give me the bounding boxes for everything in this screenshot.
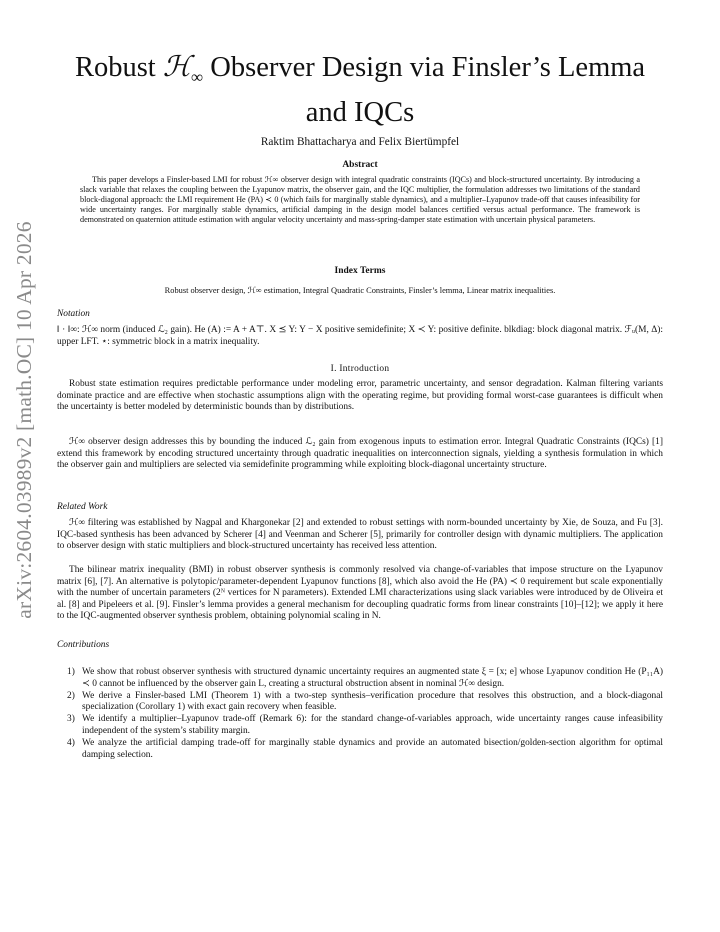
abstract-heading: Abstract [342, 160, 378, 170]
index-terms-text: Robust observer design, ℋ∞ estimation, Integral Quadratic Constraints, Finsler’s lemma, Linear matrix inequalities. [164, 286, 556, 295]
notation-text: ‖ · ‖∞: ℋ∞ norm (induced ℒ₂ gain). He (A) := A + A⊤. X ⪯ Y: Y − X positive semidefinite; X ≺ Y: positive definite. blkdiag: block diagonal matrix. ℱᵤ(M, Δ): upper LFT. ⋆: symmetric block in a matrix inequality. [57, 325, 663, 347]
contribution-number: 4) [67, 738, 75, 749]
related-work-paragraph-1: ℋ∞ filtering was established by Nagpal and Khargonekar [2] and extended to robust settings with norm-bounded uncertainty by Xie, de Souza, and Fu [3]. IQC-based synthesis has been advanced by Scherer [4] and Veenman and Scherer [5], primarily for controller design with dynamic multipliers. The application to observer design with static multipliers and block-structured uncertainty has received less attention. [57, 518, 663, 552]
contribution-number: 3) [67, 714, 75, 725]
title-h-sub: ∞ [191, 67, 204, 87]
contribution-number: 2) [67, 690, 75, 701]
contribution-text: We derive a Finsler-based LMI (Theorem 1) with a two-step synthesis–verification procedure that resolves this obstruction, and a block-diagonal specialization (Corollary 1) with exact gain recovery when feasible. [82, 690, 663, 713]
title-post: Observer Design via Finsler’s Lemma [203, 52, 646, 83]
intro-paragraph-2: ℋ∞ observer design addresses this by bounding the induced ℒ₂ gain from exogenous inputs to estimation error. Integral Quadratic Constraints (IQCs) [1] extend this framework by encoding structured uncertainty through quadratic inequalities on interconnection signals, yielding a synthesis formulation in which the observer gain and multipliers are selected via semidefinite programming while exploiting block-diagonal uncertainty structure. [57, 437, 663, 471]
abstract-text: This paper develops a Finsler-based LMI for robust ℋ∞ observer design with integral quadratic constraints (IQCs) and block-structured uncertainty. By introducing a slack variable that relaxes the coupling between the Lyapunov matrix, the observer gain, and the IQC multiplier, the formulation addresses two limitations of the standard block-diagonal approach: the LMI requirement He (PA) ≺ 0 (which fails for marginally stable dynamics), and a multiplier–Lyapunov trade-off that causes infeasibility for wide uncertainty ranges. For marginally stable dynamics, artificial damping in the design model balances certified versus actual performance. The framework is demonstrated on quaternion attitude estimation with angular velocity uncertainty and mass-spring-damper state estimation with uncertain physical parameters. [80, 175, 640, 225]
contribution-number: 1) [67, 667, 75, 677]
contribution-text: We show that robust observer synthesis with structured dynamic uncertainty requires an augmented state ξ = [x; e] whose Lyapunov condition He (P₁₁A) ≺ 0 cannot be influenced by the observer gain L, creating a structural obstruction absent in nominal ℋ∞ design. [82, 667, 663, 689]
contribution-text: We analyze the artificial damping trade-off for marginally stable dynamics and provide an automated bisection/golden-section algorithm for optimal damping selection. [82, 738, 663, 760]
contribution-item [57, 738, 663, 761]
contributions-list [57, 667, 663, 762]
authors: Raktim Bhattacharya and Felix Biertümpfel [260, 136, 460, 148]
section-introduction-heading: I. Introduction [330, 364, 390, 374]
contribution-item [57, 691, 663, 714]
contribution-text: We identify a multiplier–Lyapunov trade-off (Remark 6): for the standard change-of-variables approach, wide uncertainty ranges cause infeasibility independent of the system’s stability margin. [82, 714, 663, 736]
contribution-item [57, 714, 663, 737]
index-terms-heading: Index Terms [334, 266, 386, 276]
paper-title [60, 49, 660, 130]
intro-paragraph-1: Robust state estimation requires predictable performance under modeling error, parametric uncertainty, and sensor degradation. Kalman filtering variants dominate practice and are effective when stochastic assumptions align with the operating regime, but providing formal worst-case guarantees is difficult when the uncertainty is better modeled by deterministic bounds than by distributions. [57, 379, 663, 413]
contributions-heading: Contributions [57, 640, 110, 650]
title-line2: and IQCs [305, 96, 415, 128]
title-h-symbol: ℋ [162, 50, 192, 83]
related-work-paragraph-2: The bilinear matrix inequality (BMI) in robust observer synthesis is commonly resolved via change-of-variables that impose structure on the Lyapunov matrix [6], [7]. An alternative is polytopic/parameter-dependent Lyapunov functions [8], which also avoid the He (PA) ≺ 0 requirement but scale exponentially with the number of uncertain parameters (2ᴺ vertices for N parameters). Extended LMI characterizations using slack variables were introduced by de Oliveira et al. [8] and Pipeleers et al. [9]. Finsler’s lemma provides a general mechanism for decoupling quadratic forms from linear constraints [10]–[12]; we apply it here to the IQC-augmented observer synthesis problem, obtaining polynomial scaling in N. [57, 565, 663, 622]
title-pre: Robust [74, 52, 163, 83]
arxiv-identifier-text: arXiv:2604.03989v2 [math.OC] 10 Apr 2026 [12, 221, 36, 619]
related-work-heading: Related Work [57, 502, 108, 512]
notation-heading: Notation [57, 309, 90, 319]
contribution-item [57, 667, 663, 690]
